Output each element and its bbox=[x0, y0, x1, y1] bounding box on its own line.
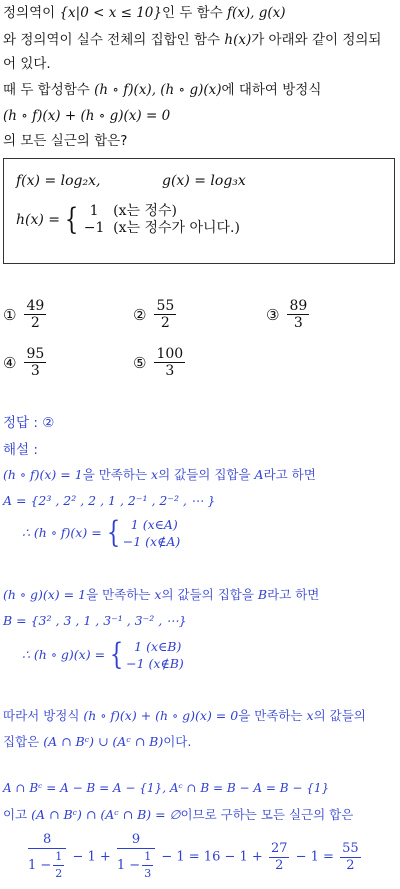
choice-5[interactable]: ⑤ $\frac{100}{3}$ bbox=[133, 346, 184, 379]
solution-heading: 해설 : bbox=[3, 442, 38, 458]
final-sum: 8 1 − $\frac{1}{2}$ − 1 + 9 1 − $\frac{1}{3}$ − 1 = 16 − 1 + $\frac{27}{2}$ − 1 = $\frac{55}{2}$ bbox=[28, 832, 359, 880]
text: 인 두 함수 bbox=[161, 5, 228, 21]
text: 와 정의역이 실수 전체의 집합인 함수 bbox=[3, 32, 225, 48]
function-h: h(x) bbox=[224, 32, 252, 48]
function-names: f(x), g(x) bbox=[227, 5, 286, 21]
equation: (h ∘ f)(x) + (h ∘ g)(x) = 0 bbox=[3, 108, 171, 124]
choice-2[interactable]: ② $\frac{55}{2}$ bbox=[133, 298, 175, 331]
answer: 정답 : ② bbox=[3, 415, 55, 431]
solution-line-10: 이고 (A ∩ Bᶜ) ∩ (Aᶜ ∩ B) = ∅이므로 구하는 모든 실근의 합은 bbox=[3, 807, 354, 822]
solution-line-8: 집합은 (A ∩ Bᶜ) ∪ (Aᶜ ∩ B)이다. bbox=[3, 734, 192, 749]
text: 가 아래와 같이 정의되 bbox=[251, 32, 382, 48]
choice-1[interactable]: ① $\frac{49}{2}$ bbox=[3, 298, 45, 331]
problem-line-1 bbox=[3, 4, 286, 22]
h-definition: h(x) = { 1 (x는 정수) −1 (x는 정수가 아니다.) bbox=[16, 202, 240, 237]
hg-cases: ∴ (h ∘ g)(x) = { 1 (x∈B) −1 (x∉B) bbox=[22, 637, 184, 672]
compositions: (h ∘ f)(x), (h ∘ g)(x) bbox=[94, 82, 222, 98]
definition-box bbox=[3, 158, 395, 264]
question-line: 의 모든 실근의 합은? bbox=[3, 133, 128, 149]
set-b: B = {3² , 3 , 1 , 3⁻¹ , 3⁻² , ⋯} bbox=[3, 613, 187, 628]
g-definition: g(x) = log₃x bbox=[162, 173, 246, 189]
choice-3[interactable]: ③ $\frac{89}{3}$ bbox=[266, 298, 308, 331]
set-a: A = {2³ , 2² , 2 , 1 , 2⁻¹ , 2⁻² , ⋯ } bbox=[3, 493, 216, 508]
problem-line-3: 어 있다. bbox=[3, 56, 51, 72]
solution-line-4: (h ∘ g)(x) = 1을 만족하는 x의 값들의 집합을 B라고 하면 bbox=[3, 587, 320, 602]
solution-line-7: 따라서 방정식 (h ∘ f)(x) + (h ∘ g)(x) = 0을 만족하는 x의 값들의 bbox=[3, 708, 366, 723]
f-definition: f(x) = log₂x, bbox=[16, 173, 101, 189]
solution-line-1: (h ∘ f)(x) = 1을 만족하는 x의 값들의 집합을 A라고 하면 bbox=[3, 467, 316, 482]
set-differences: A ∩ Bᶜ = A − B = A − {1}, Aᶜ ∩ B = B − A = B − {1} bbox=[3, 781, 330, 795]
text: 에 대하여 방정식 bbox=[221, 82, 322, 98]
hf-cases: ∴ (h ∘ f)(x) = { 1 (x∈A) −1 (x∉A) bbox=[22, 515, 181, 550]
text: 정의역이 bbox=[3, 5, 60, 21]
problem-line-4 bbox=[3, 81, 321, 99]
problem-line-2 bbox=[3, 31, 381, 49]
text: 때 두 합성함수 bbox=[3, 82, 95, 98]
choice-4[interactable]: ④ $\frac{95}{3}$ bbox=[3, 346, 45, 379]
domain-formula: {x|0 < x ≤ 10} bbox=[59, 5, 162, 21]
